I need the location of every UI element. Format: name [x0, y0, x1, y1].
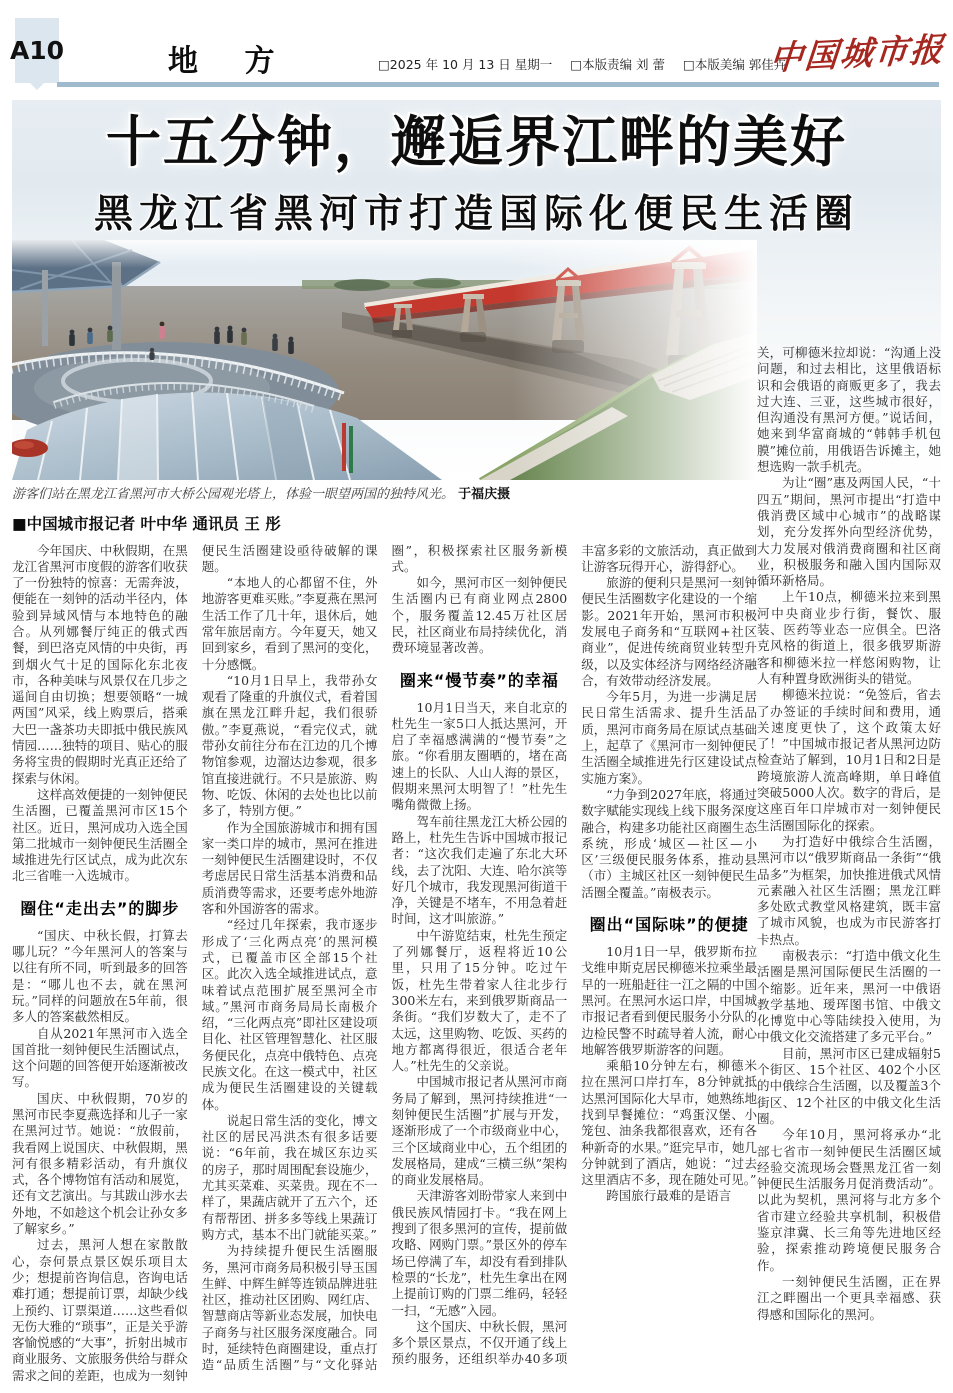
body-paragraph: 目前，黑河市区已建成辐射5个街区、15个社区、402个小区的中俄综合生活圈，以及覆盖3个街区、12个社区的中俄文化生活圈。	[757, 1045, 941, 1126]
subheadline: 黑龙江省黑河市打造国际化便民生活圈	[93, 191, 859, 238]
dateline	[378, 55, 800, 73]
body-paragraph: 为持续提升便民生活圈服务，黑河市商务局积极引导玉国生鲜、中辉生鲜等连锁品牌进驻社区，推动社区团购、网红店、智慧商店等新业态发展，加快电子商务与社区服务深度融合。同时，延续特色商圈建设，重点打造“品质生活圈”与“文化驿站圈”，积极探索社区服务新模式。	[201, 542, 568, 1373]
header-rule	[57, 82, 939, 87]
section-heading: 圈住“走出去”的脚步	[20, 898, 180, 918]
body-paragraph: 天津游客刘盼带家人来到中俄民族风情园打卡。“我在网上搜到了很多黑河的宣传，提前做攻略、网购门票。”景区外的停车场已停满了车，却没有看到排队检票的“长龙”，杜先生拿出在网上提前订购的门票二维码，轻轻一扫，“无感”入园。	[391, 1188, 568, 1318]
body-paragraph: 乘船10分钟左右，柳德米拉在黑河口岸打车，8分钟就抵达黑河国际化大早市，她熟练地找到早餐摊位：“鸡蛋汉堡、小笼包、油条我都很喜欢，还有各种新奇的水果。”逛完早市，她几分钟就到了酒店，她说：“过去这里酒店不多，现在随处可见。”	[581, 1058, 757, 1188]
body-paragraph: 为让“圈”惠及两国人民，“十四五”期间，黑河市提出“打造中俄消费区域中心城市”的战略谋划，充分发挥外向型经济优势，大力发展对俄消费商圈和社区商业，积极服务和融入国内国际双循环新格局。	[757, 475, 941, 589]
body-paragraph: 自从2021年黑河市入选全国首批一刻钟便民生活圈试点，这个问题的回答便开始逐渐被改写。	[12, 1025, 188, 1090]
body-paragraph: 10月1日一早，俄罗斯布拉戈维申斯克居民柳德米拉乘坐最早的一班船赶往一江之隔的中国黑河。在黑河水运口岸，中国城市报记者看到便民服务小分队的边检民警不时疏导着人流，耐心地解答俄罗斯游客的问题。	[581, 944, 757, 1057]
body-paragraph: 今年10月，黑河将承办“北部七省市一刻钟便民生活圈区域经验交流现场会暨黑龙江省一刻钟便民生活服务月促消费活动”。以此为契机，黑河将与北方多个省市建立经验共享机制，积极借鉴京津冀、长三角等先进地区经验，探索推动跨境便民服务合作。	[757, 1127, 941, 1273]
designer-text: □本版美编 郭佳卉	[683, 57, 787, 72]
byline: ■中国城市报记者 叶中华 通讯员 王 彤	[12, 514, 281, 533]
body-paragraph: 这个国庆、中秋长假，黑河多个景区景点，不仅开通了线上预约服务，还组织举办40多项丰富多彩的文旅活动，真正做到让游客玩得开心，游得舒心。	[391, 542, 757, 1367]
body-paragraph: 今年国庆、中秋假期，在黑龙江省黑河市度假的游客们收获了一份独特的惊喜：无需奔波，便能在一刻钟的活动半径内，体验到异域风情与本地特色的融合。从列娜餐厅纯正的俄式西餐，到巴洛克风情的中央街，再到烟火气十足的国际化东北夜市，各种美味与风景仅在几步之遥间自由切换；想要领略“一城两国”风采，线上购票后，搭乘大巴一盏茶功夫即抵中俄民族风情园……独特的项目、贴心的服务将宝贵的假期时光真正还给了探索与休闲。	[12, 542, 188, 786]
photo-caption	[12, 485, 757, 505]
body-paragraph: 中午游览结束，杜先生预定了列娜餐厅，返程将近10公里，只用了15分钟。吃过午饭，杜先生带着家人往北步行300米左右，来到俄罗斯商品一条街。“我们岁数大了，走不了太远，这里购物、吃饭、买药的地方都离得很近，很适合老年人。”杜先生的父亲说。	[391, 927, 568, 1074]
article	[12, 100, 941, 1393]
body-paragraph: 过去，黑河人想在家散散心，奈何景点景区娱乐项目太少；想提前咨询信息，咨询电话难打通；想提前订票，却缺少线上预约、订票渠道……这些看似无伤大雅的“琐事”，正是关乎游客愉悦感的“大事”，折射出城市商业服务、文旅服务供给与群众需求之间的差距，也成为一刻钟便民生活圈建设亟待破解的课题。	[12, 542, 378, 1383]
date-text: □2025 年 10 月 13 日 星期一	[378, 57, 553, 72]
body-paragraph: 跨国旅行最难的是语言	[606, 1188, 732, 1204]
body-paragraph: 国庆、中秋假期，70岁的黑河市民李夏燕选择和儿子一家在黑河过节。她说：“放假前，我看网上说国庆、中秋假期，黑河有很多精彩活动，有升旗仪式，各个博物馆有活动和展览，还有文艺演出。与其跋山涉水去外地，不如趁这个机会让孙女多了解家乡。”	[12, 1090, 188, 1237]
body-paragraph: 一刻钟便民生活圈，正在界江之畔圈出一个更具幸福感、获得感和国际化的黑河。	[757, 1273, 941, 1322]
body-paragraph: 旅游的便利只是黑河一刻钟便民生活圈数字化建设的一个缩影。2021年开始，黑河市积极发展电子商务和“互联网+社区商业”，促进传统商贸业转型升级，以及实体经济与网络经济融合，有效带动经济发展。	[581, 575, 757, 688]
body-paragraph: 关，可柳德米拉却说：“沟通上没问题，和过去相比，这里俄语标识和会俄语的商贩更多了，我去过大连、三亚，这些城市很好，但沟通没有黑河方便。”说话间，她来到华富商城的“韩韩手机包膜”摊位前，用俄语告诉摊主，她想选购一款手机壳。	[757, 345, 941, 475]
caption-credit: 于福庆摄	[458, 487, 511, 502]
editor-text: □本版责编 刘 蕾	[570, 57, 666, 72]
section-name: 地 方	[168, 44, 293, 79]
body-paragraph: 上午10点，柳德米拉来到黑河中央商业步行街，餐饮、服装、医药等业态一应俱全。巴洛克风格的街道上，很多俄罗斯游客和柳德米拉一样悠闲购物，让人有种置身欧洲街头的错觉。	[757, 589, 941, 686]
body-flow-right	[757, 345, 941, 1393]
headline: 十五分钟，邂逅界江畔的美好	[105, 109, 847, 174]
body-paragraph: 作为全国旅游城市和拥有国家一类口岸的城市，黑河在推进一刻钟便民生活圈建设时，不仅考虑居民日常生活基本消费和品质消费等需求，还要考虑外地游客和外国游客的需求。	[201, 819, 378, 917]
page-header	[0, 0, 953, 100]
body-paragraph: 南极表示：“打造中俄文化生活圈是黑河国际便民生活圈的一个缩影。近年来，黑河一中俄语教学基地、瑷珲图书馆、中俄文化博览中心等陆续投入使用，为中俄文化交流搭建了多元平台。”	[757, 947, 941, 1045]
masthead-logo: 中国城市报	[768, 29, 947, 78]
body-paragraph: 10月1日当天，来自北京的杜先生一家5口人抵达黑河，开启了幸福感满满的“慢节奏”之旅。“你看朋友圈晒的，堵在高速上的长队、人山人海的景区，假期来黑河太明智了！”杜先生嘴角微微上扬。	[391, 699, 568, 813]
body-paragraph: “本地人的心都留不住，外地游客更难买账。”李夏燕在黑河生活工作了几十年，退休后，她常年旅居南方。今年夏天，她又回到家乡，看到了黑河的变化，十分感慨。	[201, 575, 378, 672]
body-paragraph: “经过几年探索，我市逐步形成了‘三化两点亮’的黑河模式，已覆盖市区全部15个社区。此次入选全域推进试点，意味着试点范围扩展至黑河全市域。”黑河市商务局局长南极介绍，“三化两点亮”即社区建设项目化、社区管理智慧化、社区服务便民化，点亮中俄特色、点亮民族文化。在这一模式中，社区成为便民生活圈建设的关键载体。	[201, 917, 378, 1112]
body-paragraph: 驾车前往黑龙江大桥公园的路上，杜先生告诉中国城市报记者：“这次我们走遍了东北大环线，去了沈阳、大连、哈尔滨等好几个城市，我发现黑河街道干净，关键是不堵车，不用急着赶时间，这才叫旅游。”	[391, 813, 568, 927]
body-paragraph: 这样高效便捷的一刻钟便民生活圈，已覆盖黑河市区15个社区。近日，黑河成功入选全国第二批城市一刻钟便民生活圈全域推进先行区试点，成为此次东北三省唯一入选城市。	[12, 786, 188, 884]
body-paragraph: 为打造好中俄综合生活圈，黑河市以“俄罗斯商品一条街”“俄品多”为框架，加快推进俄式风情元素融入社区生活圈；黑龙江畔多处欧式教堂风格建筑，既丰富了城市风貌，也成为市民游客打卡热点。	[757, 833, 941, 947]
body-paragraph: 今年5月，为进一步满足居民日常生活需求、提升生活品质，黑河市商务局在原试点基础上，起草了《黑河市一刻钟便民生活圈全域推进先行区建设试点实施方案》。	[581, 689, 757, 786]
page-number: A10	[9, 36, 65, 65]
body-paragraph: 柳德米拉说：“免签后，省去了办签证的手续时间和费用，通关速度更快了，这个政策太好了！”中国城市报记者从黑河边防检查站了解到，10月1日和2日是跨境旅游人流高峰期，单日峰值突破5000人次。数字的背后，是这座百年口岸城市对一刻钟便民生活圈国际化的探索。	[757, 687, 941, 833]
bridge-photo	[12, 240, 757, 480]
body-flow-main	[12, 543, 757, 1387]
body-paragraph: 如今，黑河市区一刻钟便民生活圈内已有商业网点2800个，服务覆盖12.45万社区居民，社区商业布局持续优化，消费环境显著改善。	[391, 575, 568, 656]
section-heading: 圈来“慢节奏”的幸福	[399, 670, 559, 690]
caption-text: 游客们站在黑龙江省黑河市大桥公园观光塔上，体验一眼望两国的独特风光。	[12, 487, 455, 502]
section-heading: 圈出“国际味”的便捷	[589, 915, 749, 935]
body-paragraph: 中国城市报记者从黑河市商务局了解到，黑河持续推进“一刻钟便民生活圈”扩展与开发，逐渐形成了一个市级商业中心，三个区域商业中心，五个组团的发展格局，建成“三横三纵”架构的商业发展格局。	[391, 1074, 568, 1188]
body-paragraph: “国庆、中秋长假，打算去哪儿玩？”今年黑河人的答案与以往有所不同，听到最多的回答是：“哪儿也不去，就在黑河玩。”同样的问题放在5年前，很多人的答案截然相反。	[12, 927, 188, 1025]
body-paragraph: “力争到2027年底，将通过数字赋能实现线上线下服务深度融合，构建多功能社区商圈生态系统，形成‘城区—社区—小区’三级便民服务体系，推动县（市）主城区社区一刻钟便民生活圈全覆盖。”南极表示。	[581, 786, 757, 900]
body-paragraph: “10月1日早上，我带孙女观看了隆重的升旗仪式，看着国旗在黑龙江畔升起，我们很骄傲。”李夏燕说，“看完仪式，就带孙女前往分布在江边的几个博物馆参观，边溜达边参观，很多馆直接进就行。不只是旅游、购物、吃饭、休闲的去处也比以前多了，特别方便。”	[201, 672, 378, 819]
body-paragraph: 说起日常生活的变化，博文社区的居民冯洪杰有很多话要说：“6年前，我在城区东边买的房子，那时周围配套设施少，尤其买菜难、买菜贵。现在不一样了，果蔬店就开了五六个，还有帮帮团、拼多多等线上果蔬订购方式，基本不出门就能买菜。”	[201, 1112, 378, 1242]
page-number-tab	[9, 18, 65, 83]
